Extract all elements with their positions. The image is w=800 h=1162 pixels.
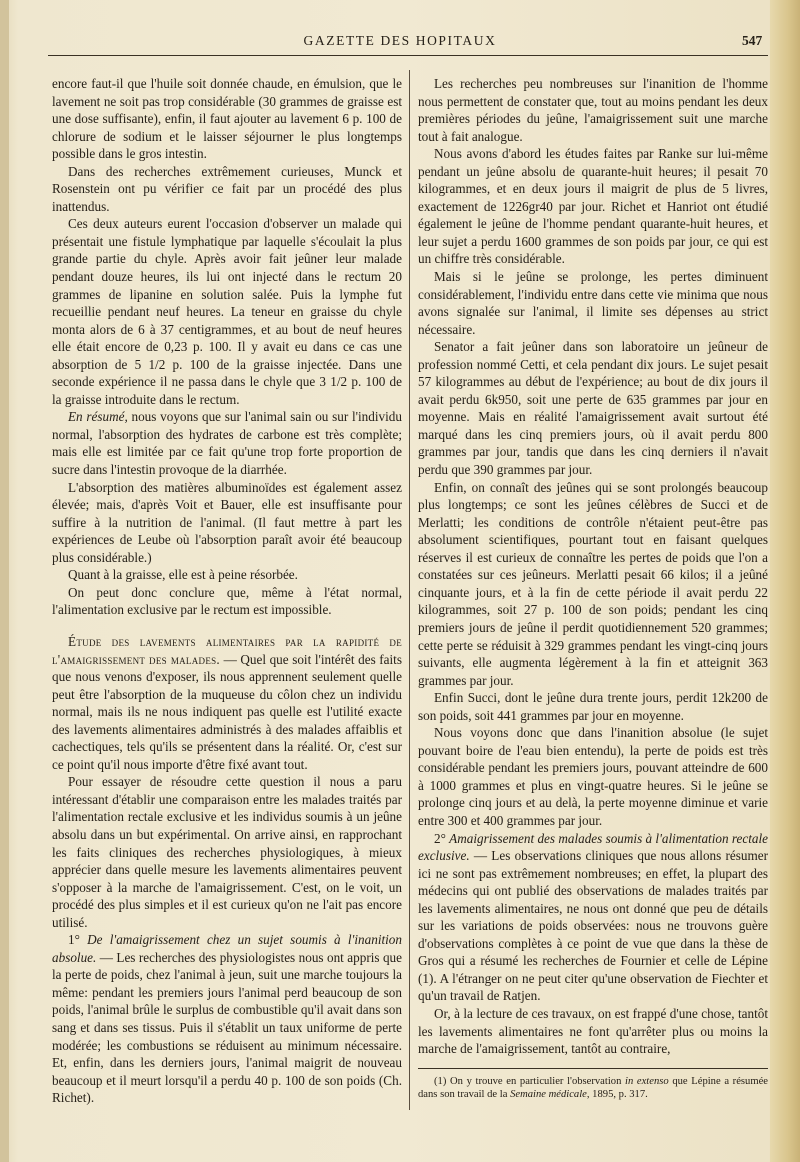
paragraph-body: nous voyons que sur l'animal sain ou sur l'individu normal, l'absorption des hydrates de carbone est très complète; mais elle est limitée par ce fait qu'une trop forte proportion de sucre dans l'intestin provoque de la diarrhée.: [52, 409, 402, 478]
list-number: 1°: [68, 932, 88, 948]
paragraph: [52, 408, 402, 478]
paragraph: Nous voyons donc que dans l'inanition absolue (le sujet pouvant boire de l'eau bien entendu), la perte de poids est très considérable pendant les premiers jours, pouvant atteindre de 600 à 1000 grammes et plus en vingt-quatre heures. Si le jeûne se prolonge cinq jours et au delà, la perte moyenne diminue et varie entre 300 et 400 grammes par jour.: [418, 725, 768, 828]
paragraph: Les recherches peu nombreuses sur l'inanition de l'homme nous permettent de constater que, tout au moins pendant les deux premières périodes du jeûne, l'amaigrissement suit une marche tout à fait analogue.: [418, 76, 768, 144]
footnote-text: (1) On y trouve en particulier l'observation: [434, 1075, 626, 1087]
paragraph: Enfin Succi, dont le jeûne dura trente jours, perdit 12k200 de son poids, soit 441 grammes par jour en moyenne.: [418, 690, 768, 723]
paragraph: L'absorption des matières albuminoïdes est également assez élevée; mais, d'après Voit et Bauer, elle est insuffisante pour suffire à la nutrition de l'animal. (Il faut mettre à part les expériences de Leube où l'absorption paraît avoir été beaucoup plus considérable.): [52, 479, 402, 565]
subsection-title: Amaigrissement des malades soumis à l'alimentation rectale exclusive.: [418, 830, 768, 864]
paragraph: [418, 830, 768, 1005]
right-column: [418, 75, 768, 1102]
paragraph: Pour essayer de résoudre cette question il nous a paru intéressant d'établir une comparaison entre les malades traités par l'alimentation rectale exclusive et les individus soumis à un jeûne absolu dans un but expérimental. On arrive ainsi, en rapprochant les faits cliniques des recherches physiologiques, à mieux apprécier dans quelle mesure les lavements alimentaires peuvent s'opposer à la marche de l'amaigrissement. C'est, on le voit, un procédé des plus simples et il est curieux qu'on ne l'ait pas encore utilisé.: [52, 774, 402, 930]
paragraph: Nous avons d'abord les études faites par Ranke sur lui-même pendant un jeûne absolu de quarante-huit heures; il pesait 70 kilogrammes, et en deux jours il maigrit de plus de 5 livres, exactement de 1226gr40 par jour. Richet et Hanriot ont étudié également le jeûne de l'homme pendant quarante-huit heures, et leur sujet a perdu 1600 grammes de son poids par jour, ce qui est un chiffre très considérable.: [418, 146, 768, 267]
footnote-text: que Lépine a résumée dans son travail de la: [418, 1075, 768, 1101]
paragraph-body: — Les observations cliniques que nous allons résumer ici ne sont pas extrêmement nombreuses; en effet, la plupart des médecins qui ont publié des observations de malades traités par les lavements alimentaires, ne nous ont donné que peu de détails sur les variations de poids observées: nous ne trouvons guère d'observations complètes à ce point de vue que dans la thèse de Gros qui a résumé les recherches de Fournier et celle de Lépine (1). A l'étranger on ne peut citer qu'une observation de Fiechter et qu'un travail de Ratjen.: [418, 848, 768, 1004]
list-number: 2°: [434, 830, 450, 846]
section-paragraph: [52, 633, 402, 773]
paragraph: Senator a fait jeûner dans son laboratoire un jeûneur de profession nommé Cetti, et cela pendant dix jours. Le sujet pesait 57 kilogrammes au début de l'expérience; au bout de dix jours il avait perdu 6k950, soit une perte de 635 grammes par jour en moyenne. Mais en réalité l'amaigrissement avait surtout été marqué dans les cinq premiers jours, où il avait perdu 800 grammes par jour, tandis que dans les cinq derniers il n'avait perdu que 390 grammes par jour.: [418, 339, 768, 478]
paragraph: Dans des recherches extrêmement curieuses, Munck et Rosenstein ont pu vérifier ce fait par un procédé des plus inattendus.: [52, 163, 402, 214]
page-right-edge: [770, 0, 800, 1162]
footnote-italic: Semaine médicale: [510, 1089, 587, 1101]
paragraph-body: — Quel que soit l'intérêt des faits que nous venons d'exposer, ils nous apprennent seulement quelle peut être l'absorption de la muqueuse du côlon chez un individu normal, mais ils ne nous indiquent pas quelle est l'utilité exacte des lavements alimentaires administrés à des malades affaiblis et cachectiques, tels qu'ils se présentent dans la réalité. Or, c'est sur ce point qu'il nous importe d'être fixé avant tout.: [52, 651, 402, 772]
paragraph: Mais si le jeûne se prolonge, les pertes diminuent considérablement, l'individu entre dans cette vie minima que nous avons signalée sur l'animal, il limite ses dépenses au strict nécessaire.: [418, 269, 768, 337]
section-spacer: [52, 619, 402, 633]
paragraph: [52, 931, 402, 1106]
page-left-edge: [0, 0, 9, 1162]
paragraph: encore faut-il que l'huile soit donnée chaude, en émulsion, que le lavement ne soit pas trop considérable (30 grammes de graisse est une dose suffisante), enfin, il faut ajouter au lavement 6 p. 100 de chlorure de sodium et le laisser séjourner le plus longtemps possible dans le gros intestin.: [52, 76, 402, 162]
paragraph-lead: En résumé,: [68, 409, 128, 425]
section-title: Étude des lavements alimentaires par la rapidité de l'amaigrissement des malades.: [52, 633, 402, 667]
column-divider: [409, 70, 410, 1110]
page-number: 547: [742, 33, 763, 48]
paragraph: Quant à la graisse, elle est à peine résorbée.: [68, 567, 298, 583]
paragraph: Or, à la lecture de ces travaux, on est frappé d'une chose, tantôt les lavements alimentaires ne font qu'arrêter plus ou moins la marche de l'amaigrissement, tantôt au contraire,: [418, 1005, 768, 1057]
footnote-italic: in extenso: [625, 1075, 669, 1087]
footnote-rule: [418, 1068, 768, 1069]
footnote-text: , 1895, p. 317.: [586, 1089, 648, 1101]
paragraph: On peut donc conclure que, même à l'état normal, l'alimentation exclusive par le rectum est impossible.: [52, 584, 402, 618]
journal-title: GAZETTE DES HOPITAUX: [303, 33, 497, 48]
subsection-title: De l'amaigrissement chez un sujet soumis à l'inanition absolue.: [52, 932, 402, 965]
header-rule: [48, 55, 768, 56]
paragraph-body: — Les recherches des physiologistes nous ont appris que la perte de poids, chez l'animal à jeun, suit une marche toujours la même: pendant les premiers jours l'animal perd beaucoup de son poids, l'animal brûle le surplus de combustible qu'il avait dans son sang et dans ses tissus. Puis il s'établit un taux uniforme de perte modérée; les combustions se réduisent au minimum nécessaire. Et, enfin, dans les derniers jours, l'animal maigrit de nouveau beaucoup et il meurt lorsqu'il a perdu 40 p. 100 de son poids (Ch. Richet).: [52, 949, 402, 1106]
left-column: [52, 75, 402, 1107]
paragraph: Ces deux auteurs eurent l'occasion d'observer un malade qui présentait une fistule lymphatique par laquelle s'écoulait la plus grande partie du chyle. Après avoir fait jeûner leur malade pendant douze heures, ils lui ont injecté dans le rectum 20 grammes de lipanine en solution salée. Puis la lymphe fut recueillie pendant neuf heures. La teneur en graisse du chyle monta alors de 6 à 37 centigrammes, et au bout de neuf heures elle était encore de 0,23 p. 100. Il y avait eu dans ce cas une absorption de 5 1/2 p. 100 de la graisse injectée. Dans une seconde expérience il ne passa dans le chyle que 3 1/2 p. 100 de la graisse introduite dans le rectum.: [52, 216, 402, 407]
paragraph: Enfin, on connaît des jeûnes qui se sont prolongés beaucoup plus longtemps; ce sont les jeûnes célèbres de Succi et de Merlatti; les conditions de contrôle n'étaient peut-être pas absolument scientifiques, pourtant tout en faisant quelques réserves il est curieux de connaître les pertes de poids que l'on a constatées sur ces jeûneurs. Merlatti pesait 66 kilos; il a jeûné cinquante jours, et à la fin de cette période il avait perdu 22 kilogrammes, soit 27 p. 100 de son poids; pendant les cinq premiers jours de jeûne il perdit quotidiennement 520 grammes; cette perte se réduisit à 329 grammes pendant les vingt-cinq jours suivants, elle augmenta légèrement à la fin et atteignit 363 grammes par jour.: [418, 479, 768, 688]
footnote: [418, 1075, 768, 1102]
